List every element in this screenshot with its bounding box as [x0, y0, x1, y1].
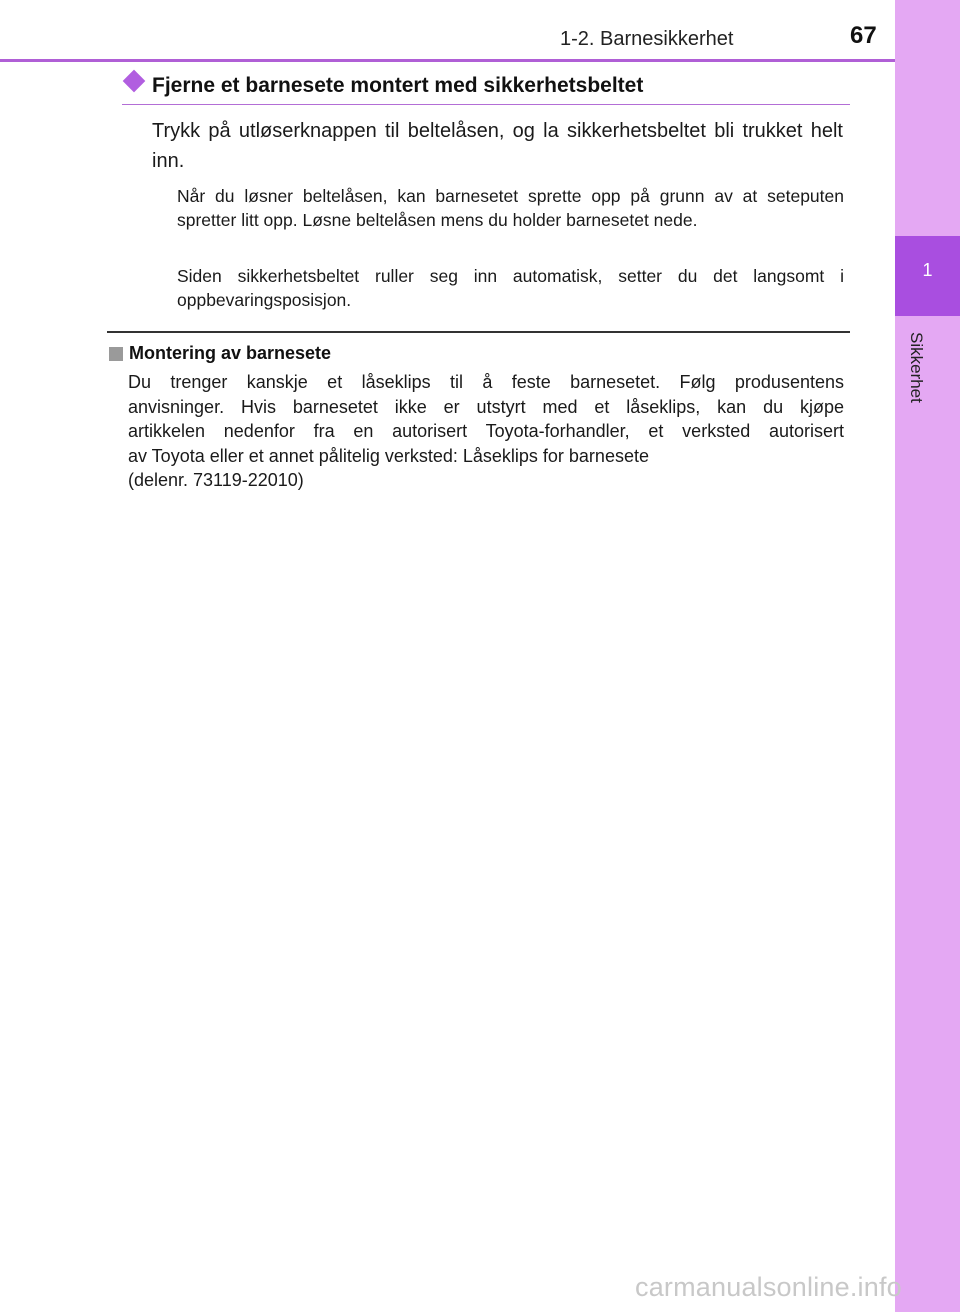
section-title: 1-2. Barnesikkerhet: [560, 28, 734, 50]
section-divider: [107, 331, 850, 333]
header-divider: [0, 59, 895, 62]
instruction-step: Trykk på utløserknappen til beltelåsen, og la sikkerhetsbeltet bli trukket helt inn.: [152, 120, 843, 172]
body-line: anvisninger. Hvis barnesetet ikke er utstyrt med et låseklips, kan du kjøpe: [128, 396, 844, 417]
section-heading-text: Montering av barnesete: [129, 343, 332, 363]
note-paragraph: Siden sikkerhetsbeltet ruller seg inn automatisk, setter du det langsomt i oppbevaringsposisjon.: [177, 266, 844, 310]
chapter-marker: [895, 236, 960, 316]
section-body: [128, 370, 844, 493]
body-line: av Toyota eller et annet pålitelig verksted: Låseklips for barnesete: [128, 445, 649, 466]
watermark: carmanualsonline.info: [635, 1272, 902, 1302]
square-bullet-icon: [109, 347, 123, 361]
note-paragraph: Når du løsner beltelåsen, kan barnesetet sprette opp på grunn av at seteputen spretter litt opp. Løsne beltelåsen mens du holder barnesetet nede.: [177, 186, 844, 230]
subsection-heading: [122, 70, 850, 105]
section-heading: [109, 343, 331, 364]
body-line: Du trenger kanskje et låseklips til å feste barnesetet. Følg produsentens: [128, 372, 844, 392]
body-line: artikkelen nedenfor fra en autorisert Toyota-forhandler, et verksted autorisert: [128, 421, 844, 442]
page-number: 67: [850, 22, 877, 49]
chapter-label: Sikkerhet: [907, 332, 926, 403]
subsection-heading-text: Fjerne et barnesete montert med sikkerhetsbeltet: [152, 74, 644, 97]
body-line: (delenr. 73119-22010): [128, 470, 304, 491]
diamond-bullet-icon: [123, 70, 146, 93]
chapter-number: 1: [922, 260, 933, 280]
chapter-side-tab: [895, 0, 960, 1312]
